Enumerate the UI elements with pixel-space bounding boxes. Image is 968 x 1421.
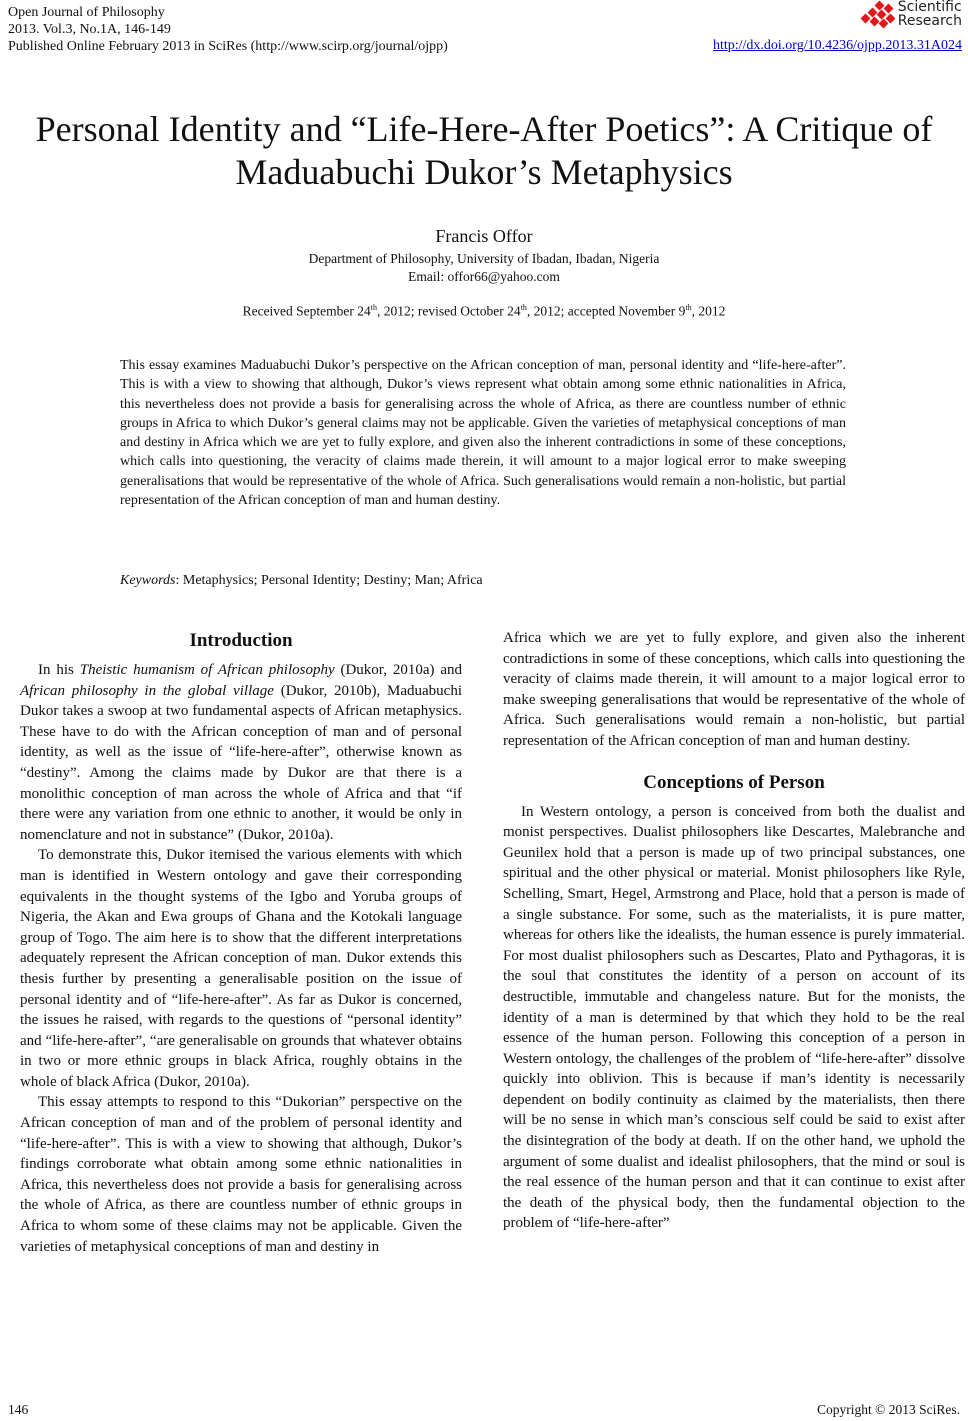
doi-link[interactable]: http://dx.doi.org/10.4236/ojpp.2013.31A024 [712, 38, 962, 53]
keywords-list: : Metaphysics; Personal Identity; Destiny; Man; Africa [175, 573, 483, 588]
publication-info: Published Online February 2013 in SciRes (http://www.scirp.org/journal/ojpp) [8, 39, 448, 54]
abstract: This essay examines Maduabuchi Dukor’s perspective on the African conception of man, personal identity and “life-here-after”. This is with a view to showing that although, Dukor’s views represent what obtain among some ethnic nationalities in Africa, this nevertheless does not provide a basis for generalising across the whole of Africa, as there are countless number of ethnic groups in Africa to which Dukor’s general claims may not be applicable. Given the varieties of metaphysical conceptions of man and destiny in Africa which we are yet to fully explore, and given also the inherent contradictions in some of these conceptions, which calls into questioning, the veracity of claims made therein, it will amount to a major logical error to make sweeping generalisations that would be representative of the whole of Africa. Such generalisations would remain a non-holistic, but partial representation of the African conception of man and human destiny. [120, 358, 846, 509]
keywords-label: Keywords [120, 573, 176, 588]
section-heading-introduction: Introduction [189, 630, 293, 651]
journal-volume: 2013. Vol.3, No.1A, 146-149 [8, 22, 171, 37]
paragraph: In his Theistic humanism of African philosophy (Dukor, 2010a) and African philosophy in the global village (Dukor, 2010b), Maduabuchi Dukor takes a swoop at two fundamental aspects of African metaphysics. These have to do with the African conception of man and of personal identity, as well as the issue of “life-here-after”, otherwise known as “destiny”. Among the claims made by Dukor are that there is a monolithic conception of man across the whole of Africa and that “if there were any variation from one ethnic to another, it would be only in nomenclature and not in substance” (Dukor, 2010a). [20, 662, 463, 843]
diamond-cluster-icon [860, 0, 896, 28]
right-column [503, 628, 965, 1234]
paragraph-continued: Africa which we are yet to fully explore, and given also the inherent contradictions in some of these conceptions, which calls into questioning the veracity of claims made therein, it will amount to a major logical error to make sweeping generalisations that would be representative of the whole of Africa. Such generalisations would remain a non-holistic, but partial representation of the African conception of man and human destiny. [503, 630, 965, 749]
scientific-research-logo [860, 0, 962, 28]
journal-name: Open Journal of Philosophy [8, 5, 165, 20]
copyright: Copyright © 2013 SciRes. [816, 1402, 960, 1417]
journal-header [8, 4, 448, 55]
author-email: Email: offor66@yahoo.com [408, 269, 560, 284]
keywords [120, 573, 483, 589]
page-number: 146 [8, 1402, 29, 1417]
logo-text: Scientific Research [897, 0, 962, 29]
department: Department of Philosophy, University of Ibadan, Ibadan, Nigeria [308, 251, 660, 266]
paper-title: Personal Identity and “Life-Here-After Poetics”: A Critique of Maduabuchi Dukor’s Metaphysics [35, 109, 933, 192]
paragraph: To demonstrate this, Dukor itemised the various elements with which man is identified in Western ontology and gave their corresponding equivalents in the thought systems of the Igbo and Yoruba groups of Nigeria, the Akan and Ewa groups of Ghana and the Kotokali language group of Togo. The aim here is to show that the different interpretations adequately represent the African conception of man. Dukor extends this thesis further by presenting a generalisable position on the issue of personal identity and of “life-here-after”. As far as Dukor is concerned, the issues he raised, with regards to the questions of “personal identity” and “life-here-after”, “are generalisable on grounds that whatever obtains in two or more ethnic groups in black Africa, roughly obtains in the whole of black Africa (Dukor, 2010a). [20, 847, 462, 1090]
left-column [20, 628, 462, 1257]
author-affiliation [0, 250, 968, 286]
paragraph: In Western ontology, a person is conceived from both the dualist and monist perspectives. Dualist philosophers like Descartes, Malebranche and Geunilex hold that a person is made up of two principal substances, one spiritual and the other physical or material. Monist philosophers like Ryle, Schelling, Smart, Hegel, Armstrong and Place, hold that a person is made of a single substance. For some, such as the materialists, it is pure matter, whereas for others like the idealists, the human essence is purely immaterial. For most dualist philosophers such as Descartes, Plato and Pythagoras, it is the soul that constitutes the identity of a person on account of its destructible, immutable and changeless nature. But for the monists, the identity of a man is determined by that which they hold to be the real essence of the human person. Following this conception of a person in Western ontology, the challenges of the problem of “life-here-after” dissolve quickly into oblivion. This is because if man’s identity is necessarily dependent on bodily continuity as claimed by the materialists, then there will be no sense in which man’s conscious self could be said to exist after the disintegration of the body at death. If on the other hand, we uphold the argument of some dualist and idealist philosophers, that the mind or soul is the real essence of the human person and that it can continue to exist after the death of the physical body, then the fundamental objection to the problem of “life-here-after” [503, 803, 965, 1232]
submission-dates: Received September 24th, 2012; revised October 24th, 2012; accepted November 9th, 2012 [242, 303, 726, 319]
paragraph: This essay attempts to respond to this “Dukorian” perspective on the African conception of man and of the problem of personal identity and “life-here-after”. This is with a view to showing that although, Dukor’s findings corroborate what obtain among some ethnic nationalities in Africa, this nevertheless does not provide a basis for generalising across the whole of Africa, as there are countless number of ethnic groups in Africa to whom some of these claims may not be applicable. Given the varieties of metaphysical conceptions of man and destiny in [20, 1094, 462, 1255]
section-heading-conceptions: Conceptions of Person [643, 771, 825, 793]
author-name: Francis Offor [435, 226, 533, 246]
